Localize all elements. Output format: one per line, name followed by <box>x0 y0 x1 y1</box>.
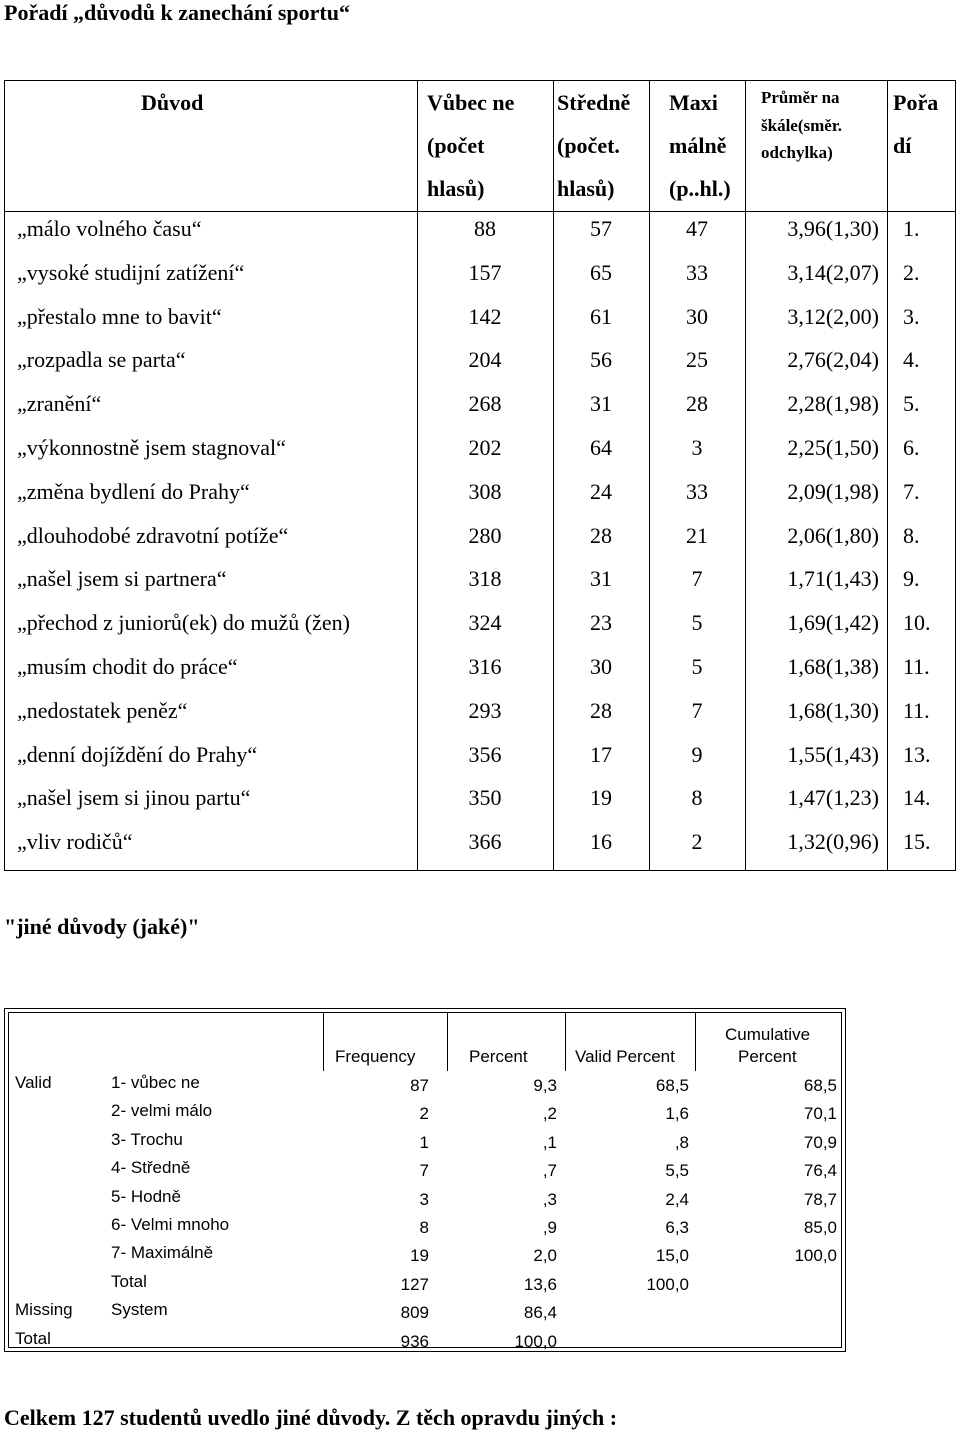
rank-value: 11. <box>903 697 930 723</box>
medium-count: 61 <box>590 303 612 329</box>
reason-cell: „vliv rodičů“ <box>17 829 133 855</box>
header-max: Maxi málně (p..hl.) <box>669 90 731 201</box>
rank-value: 4. <box>903 347 920 373</box>
cumulative-value: 76,4 <box>803 1161 837 1181</box>
reason-cell: „rozpadla se parta“ <box>17 347 186 373</box>
table-row <box>9 1154 841 1182</box>
header-reason: Důvod <box>141 90 204 115</box>
average-value: 3,14(2,07) <box>787 259 879 285</box>
column-divider <box>447 1013 448 1071</box>
not-at-all-count: 88 <box>474 216 496 241</box>
header-percent: Percent <box>469 1047 528 1066</box>
reason-cell: „málo volného času“ <box>17 216 202 241</box>
percent-value: 9,3 <box>533 1076 557 1095</box>
table-row <box>5 207 955 251</box>
frequency-value: 19 <box>410 1246 429 1266</box>
medium-count: 56 <box>590 347 612 373</box>
cumulative-value: 70,1 <box>803 1104 837 1124</box>
percent-value: 100,0 <box>514 1331 557 1351</box>
cumulative-value: 70,9 <box>803 1132 837 1152</box>
cumulative-value: 100,0 <box>794 1246 837 1266</box>
not-at-all-count: 324 <box>468 610 502 636</box>
table-row <box>9 1069 841 1097</box>
header-valid-percent: Valid Percent <box>575 1047 675 1066</box>
category-label: 2- velmi málo <box>111 1101 213 1121</box>
header-cumulative-percent: Percent <box>738 1047 797 1066</box>
frequency-table <box>4 1008 846 1352</box>
frequency-value: 127 <box>400 1274 429 1294</box>
medium-count: 19 <box>590 785 612 811</box>
medium-count: 24 <box>590 478 612 504</box>
cumulative-value: 85,0 <box>803 1218 837 1237</box>
medium-count: 30 <box>590 654 612 679</box>
average-value: 1,68(1,38) <box>787 654 879 679</box>
other-reasons-title: "jiné důvody (jaké)" <box>4 914 200 939</box>
frequency-value: 2 <box>419 1104 429 1124</box>
not-at-all-count: 142 <box>468 303 502 329</box>
reasons-table <box>4 80 956 871</box>
max-count: 7 <box>691 566 703 592</box>
table-row <box>5 295 955 339</box>
not-at-all-count: 202 <box>468 435 502 460</box>
reason-cell: „našel jsem si partnera“ <box>17 566 227 592</box>
max-count: 5 <box>691 610 703 636</box>
frequency-value: 87 <box>410 1076 429 1095</box>
medium-count: 16 <box>590 829 612 855</box>
percent-value: 2,0 <box>533 1246 557 1266</box>
header-cumulative: Cumulative <box>725 1025 811 1044</box>
table-row <box>9 1296 841 1324</box>
reason-cell: „musím chodit do práce“ <box>17 654 238 679</box>
average-value: 3,96(1,30) <box>787 216 879 241</box>
not-at-all-count: 366 <box>468 829 502 855</box>
column-divider <box>695 1013 696 1071</box>
medium-count: 17 <box>590 741 612 767</box>
cumulative-value: 68,5 <box>803 1076 837 1095</box>
table-row <box>5 557 955 601</box>
valid-percent-value: 2,4 <box>665 1189 689 1209</box>
reason-cell: „nedostatek peněz“ <box>17 697 188 723</box>
not-at-all-count: 204 <box>468 347 502 373</box>
group-label: Total <box>15 1328 51 1348</box>
percent-value: 86,4 <box>523 1303 557 1323</box>
reason-cell: „zranění“ <box>17 391 102 417</box>
not-at-all-count: 356 <box>468 741 502 767</box>
reason-cell: „našel jsem si jinou partu“ <box>17 785 251 811</box>
medium-count: 28 <box>590 697 612 723</box>
medium-count: 65 <box>590 259 612 285</box>
rank-value: 14. <box>903 785 931 811</box>
average-value: 2,09(1,98) <box>787 478 879 504</box>
table-row <box>5 820 955 864</box>
table-row <box>9 1183 841 1211</box>
not-at-all-count: 350 <box>468 785 502 811</box>
header-not-at-all: Vůbec ne (počet hlasů) <box>427 90 515 201</box>
medium-count: 23 <box>590 610 612 636</box>
table-row <box>9 1325 841 1353</box>
group-label: Missing <box>15 1300 73 1320</box>
table-row <box>5 514 955 558</box>
average-value: 1,68(1,30) <box>787 697 879 723</box>
rank-value: 15. <box>903 829 931 855</box>
category-label: 7- Maximálně <box>111 1243 214 1263</box>
not-at-all-count: 280 <box>468 522 502 548</box>
not-at-all-count: 157 <box>468 259 502 285</box>
summary-text: Celkem 127 studentů uvedlo jiné důvody. Z těch opravdu jiných : <box>4 1405 618 1430</box>
percent-value: ,7 <box>542 1161 557 1181</box>
frequency-value: 1 <box>419 1132 429 1152</box>
max-count: 30 <box>686 303 708 329</box>
table-row <box>5 470 955 514</box>
average-value: 2,28(1,98) <box>787 391 879 417</box>
header-average: Průměr na škále(směr. odchylka) <box>761 88 843 162</box>
cumulative-value: 78,7 <box>803 1189 837 1209</box>
header-medium: Středně (počet. hlasů) <box>557 90 631 201</box>
header-frequency: Frequency <box>335 1047 416 1066</box>
frequency-value: 936 <box>400 1331 429 1351</box>
header-rank: Pořa dí <box>893 90 939 158</box>
reason-cell: „přechod z juniorů(ek) do mužů (žen) <box>17 610 350 636</box>
average-value: 2,76(2,04) <box>787 347 879 373</box>
rank-value: 8. <box>903 522 920 548</box>
percent-value: 13,6 <box>523 1274 557 1294</box>
valid-percent-value: 6,3 <box>665 1218 689 1237</box>
valid-percent-value: 100,0 <box>646 1274 689 1294</box>
rank-value: 9. <box>903 566 920 592</box>
max-count: 8 <box>691 785 703 811</box>
category-label: Total <box>111 1271 147 1291</box>
max-count: 9 <box>691 741 703 767</box>
average-value: 3,12(2,00) <box>787 303 879 329</box>
table-row <box>5 645 955 689</box>
max-count: 5 <box>691 654 703 679</box>
rank-value: 10. <box>903 610 931 636</box>
medium-count: 28 <box>590 522 612 548</box>
rank-value: 6. <box>903 435 920 460</box>
not-at-all-count: 268 <box>468 391 502 417</box>
column-divider <box>323 1013 324 1071</box>
rank-value: 7. <box>903 478 920 504</box>
column-divider <box>565 1013 566 1071</box>
max-count: 33 <box>686 478 708 504</box>
frequency-value: 809 <box>400 1303 429 1323</box>
table-row <box>5 776 955 820</box>
max-count: 2 <box>691 829 703 855</box>
reason-cell: „změna bydlení do Prahy“ <box>17 478 250 504</box>
max-count: 33 <box>686 259 708 285</box>
category-label: 5- Hodně <box>111 1186 181 1206</box>
table-row <box>9 1097 841 1125</box>
max-count: 7 <box>691 697 703 723</box>
valid-percent-value: ,8 <box>674 1132 689 1152</box>
table-row <box>9 1211 841 1239</box>
average-value: 1,32(0,96) <box>787 829 879 855</box>
rank-value: 11. <box>903 654 930 679</box>
not-at-all-count: 316 <box>468 654 502 679</box>
table-row <box>5 426 955 470</box>
valid-percent-value: 68,5 <box>655 1076 689 1095</box>
table-row <box>9 1126 841 1154</box>
table-row <box>5 733 955 777</box>
percent-value: ,3 <box>542 1189 557 1209</box>
max-count: 21 <box>686 522 708 548</box>
rank-value: 1. <box>903 216 920 241</box>
category-label: 3- Trochu <box>111 1129 183 1149</box>
percent-value: ,2 <box>542 1104 557 1124</box>
group-label: Valid <box>15 1073 52 1092</box>
table-row <box>5 338 955 382</box>
not-at-all-count: 318 <box>468 566 502 592</box>
max-count: 25 <box>686 347 708 373</box>
frequency-table-frame <box>8 1012 842 1351</box>
rank-value: 13. <box>903 741 931 767</box>
reason-cell: „denní dojíždění do Prahy“ <box>17 741 258 767</box>
frequency-value: 8 <box>419 1218 429 1237</box>
table-row <box>5 251 955 295</box>
not-at-all-count: 308 <box>468 478 502 504</box>
table-row <box>9 1268 841 1296</box>
reason-cell: „vysoké studijní zatížení“ <box>17 259 245 285</box>
table-row <box>5 601 955 645</box>
frequency-value: 7 <box>419 1161 429 1181</box>
rank-value: 3. <box>903 303 920 329</box>
category-label: 6- Velmi mnoho <box>111 1215 230 1234</box>
reason-cell: „přestalo mne to bavit“ <box>17 303 222 329</box>
valid-percent-value: 5,5 <box>665 1161 689 1181</box>
valid-percent-value: 1,6 <box>665 1104 689 1124</box>
rank-value: 2. <box>903 259 920 285</box>
not-at-all-count: 293 <box>468 697 502 723</box>
percent-value: ,9 <box>542 1218 557 1237</box>
max-count: 3 <box>691 435 703 460</box>
medium-count: 31 <box>590 391 612 417</box>
table-row <box>5 382 955 426</box>
frequency-value: 3 <box>419 1189 429 1209</box>
average-value: 2,25(1,50) <box>787 435 879 460</box>
max-count: 47 <box>686 216 708 241</box>
average-value: 1,55(1,43) <box>787 741 879 767</box>
percent-value: ,1 <box>542 1132 557 1152</box>
rank-value: 5. <box>903 391 920 417</box>
table-row <box>9 1239 841 1267</box>
reason-cell: „dlouhodobé zdravotní potíže“ <box>17 522 289 548</box>
average-value: 2,06(1,80) <box>787 522 879 548</box>
category-label: 1- vůbec ne <box>111 1073 200 1092</box>
medium-count: 57 <box>590 216 612 241</box>
category-label: System <box>111 1300 168 1320</box>
reason-cell: „výkonnostně jsem stagnoval“ <box>17 435 286 460</box>
medium-count: 64 <box>590 435 612 460</box>
average-value: 1,69(1,42) <box>787 610 879 636</box>
page-title: Pořadí „důvodů k zanechání sportu“ <box>4 0 350 25</box>
valid-percent-value: 15,0 <box>655 1246 689 1266</box>
average-value: 1,47(1,23) <box>787 785 879 811</box>
average-value: 1,71(1,43) <box>787 566 879 592</box>
max-count: 28 <box>686 391 708 417</box>
category-label: 4- Středně <box>111 1158 191 1178</box>
table-row <box>5 689 955 733</box>
medium-count: 31 <box>590 566 612 592</box>
